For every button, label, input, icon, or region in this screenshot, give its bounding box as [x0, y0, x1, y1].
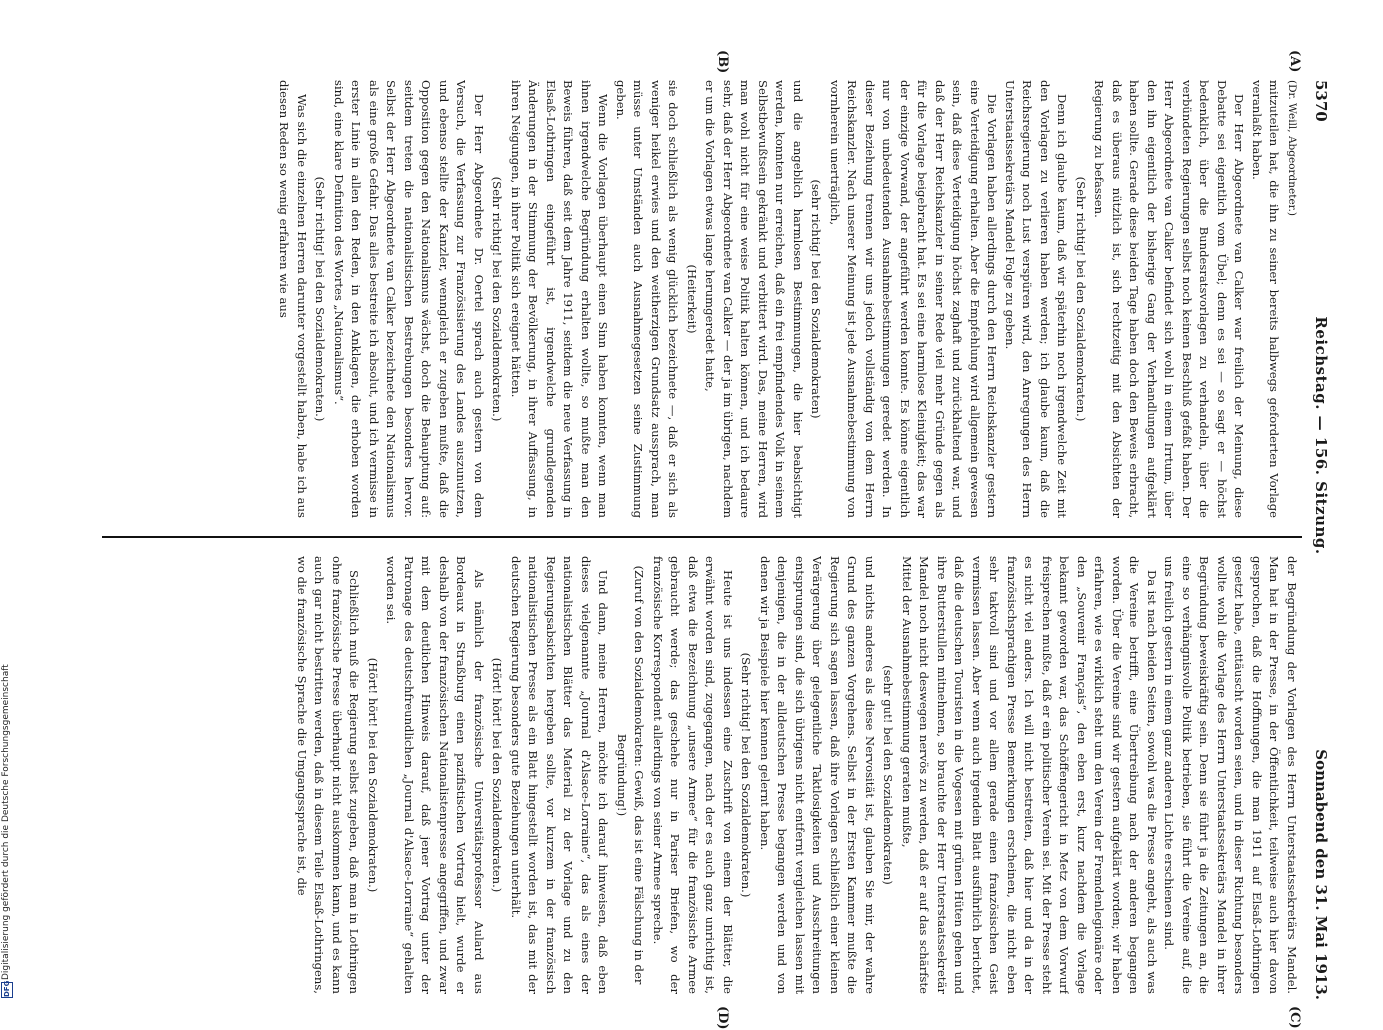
paragraph: Als nämlich der französische Universitätsprofessor Aulard aus Bordeaux in Straßburg einen pazifistischen Vortrag hielt, wurde er deshalb von der französischen Nationalistenpresse angegriffen, und zwar mit dem deutlichen Hinweis darauf, daß jener Vortrag unter der Patronage des deutschfreundlichen „Journal d'Alsace-Lorraine“ gehalten worden sei.	[384, 556, 486, 994]
interjection: (Sehr richtig! bei den Sozialdemokraten.)	[313, 176, 328, 422]
left-column	[100, 80, 1300, 518]
interjection: (sehr gut! bei den Sozialdemokraten)	[881, 665, 896, 885]
rotated-page	[75, 50, 1330, 1030]
interjection: (Sehr richtig! bei den Sozialdemokraten.)	[490, 176, 505, 422]
interjection: (Hört! hört! bei den Sozialdemokraten.)	[366, 657, 380, 893]
session-date: Sonnabend den 31. Mai 1913.	[1312, 749, 1330, 1000]
margin-letter-a: (A)	[1287, 50, 1302, 73]
interjection: (Sehr richtig! bei den Sozialdemokraten.)	[1074, 176, 1088, 422]
interjection: (sehr richtig! bei den Sozialdemokraten)	[809, 179, 824, 419]
interjection: (Hört! hört! bei den Sozialdemokraten.)	[490, 657, 505, 893]
paragraph: der Begründung der Vorlagen des Herrn Unterstaatssekretärs Mandel. Man hat in der Presse, in der Öffentlichkeit, teilweise auch hier davon gesprochen, daß die Hoffnungen, die man 1911 auf Elsaß-Lothringen gesetzt habe, enttäuscht worden seien, und in dieser Richtung besonders wollte wohl die Vorlage des Herrn Unterstaatssekretärs Mandel in ihrer Begründung beweiskräftig sein. Denn sie führt ja die Zeitungen an, die eine so verhängnisvolle Politik betrieben, sie führt die Vereine auf, die uns freilich gestern in einem ganz anderen Lichte erschienen sind.	[1162, 556, 1299, 994]
paragraph: Was sich die einzelnen Herren darunter vorgestellt haben, habe ich aus diesen Reden so wenig erfahren wie aus	[277, 80, 309, 518]
interjection: (Sehr richtig! bei den Sozialdemokraten.)	[739, 652, 754, 898]
paragraph: und nichts anderes als diese Nervosität ist, glauben Sie mir, der wahre Grund des ganzen Vorgehens. Selbst in der Ersten Kammer mußte die Regierung sich sagen lassen, daß ihre Vorlagen schließlich einer kleinen Verärgerung über gelegentliche Taktlosigkeiten und Ausschreitungen entsprungen sind, die sich übrigens nicht entfernt vergleichen lassen mit denjenigen, die in der alldeutschen Presse begangen werden und von denen wir ja Beispiele hier kennen gelernt haben.	[758, 556, 877, 994]
margin-letter-c: (C)	[1287, 1006, 1302, 1029]
paragraph: und die angeblich harmlosen Bestimmungen, die hier beabsichtigt werden, konnten nur erreichen, daß ein frei empfindendes Volk in seinem Selbstbewußtsein gekränkt und verbittert wird. Das, meine Herren, wird man wohl nicht für eine weise Politik halten können, und ich bedaure sehr, daß der Herr Abgeordnete van Calker — der ja im übrigen, nachdem er um die Vorlagen etwas lange herumgeredet hatte,	[703, 80, 805, 518]
paragraph: mitzuteilen hat, die ihn zu seiner bereits halbwegs geforderten Vorlage veranlaßt haben.	[1250, 80, 1282, 518]
paragraph: Und dann, meine Herren, möchte ich darauf hinweisen, daß eben dieses vielgenannte „Journal d'Alsace-Lorraine“, das als eines der nationalistischen Blätter das Material zu der Vorlage und zu den Regierungsabsichten hergeben sollte, vor kurzem in der französisch nationalistischen Presse als ein Blatt hingestellt worden ist, das mit der deutschen Regierung besonders gute Beziehungen unterhält.	[509, 556, 611, 994]
paragraph: Der Herr Abgeordnete van Calker war freilich der Meinung, diese Debatte sei eigentlich vom Übel; denn es sei — so sagt er — höchst bedenklich, über die Bundesratsvorlagen zu verhandeln, über die verbündeten Regierungen selbst noch keinen Beschluß gefaßt haben. Der Herr Abgeordnete van Calker befindet sich wohl in einem Irrtum, über den ihn eigentlich der bisherige Gang der Verhandlungen aufgeklärt haben sollte. Gerade diese beiden Tage haben doch den Beweis erbracht, daß es überaus nützlich ist, sich rechtzeitig mit den Absichten der Regierung zu befassen.	[1092, 80, 1247, 518]
page-header	[1304, 80, 1330, 1000]
credit-text: Digitalisierung gefördert durch die Deutsche Forschungsgemeinschaft	[1, 664, 11, 980]
margin-letter-b: (B)	[715, 50, 730, 74]
paragraph: Der Herr Abgeordnete Dr. Oertel sprach auch gestern von dem Versuch, die Verfassung zur Französisierung des Landes auszunutzen, und ebenso stellte der Kanzler, wenngleich er zugeben mußte, daß die Opposition gegen den Nationalismus wächst, doch die Behauptung auf: seitdem treten die nationalistischen Bestrebungen besonders hervor. Selbst der Herr Abgeordnete van Calker bezeichnete den Nationalismus als eine große Gefahr. Das alles bestreite ich absolut, und ich vermisse in erster Linie in allen den Reden, in den Anklagen, die erhoben worden sind, eine klare Definition des Wortes „Nationalismus“.	[332, 80, 486, 518]
digitization-credit	[0, 0, 14, 1000]
paragraph: Schließlich muß die Regierung selbst zugeben, daß man in Lothringen ohne französische Presse überhaupt nicht auskommen kann, und es kann auch gar nicht bestritten werden, daß in diesem Teile Elsaß-Lothringens, wo die französische Sprache die Umgangssprache ist, die	[295, 556, 362, 994]
paragraph: Da ist nach beiden Seiten, sowohl was die Presse angeht, als auch was die Vereine betrifft, eine Übertreibung nach der anderen begangen worden. Über die Vereine sind wir gestern aufgeklärt worden; wir haben erfahren, wie es wirklich steht um den Verein der Fremdenlegionäre oder den „Souvenir Français“, den eben erst, kurz nachdem die Vorlage bekannt geworden war, das Schöffengericht in Metz von dem Vorwurf freisprechen mußte, daß er ein politischer Verein sei. Mit der Presse steht es nicht viel anders. Ich will nicht bestreiten, daß hier und da in der französischsprachigen Presse Bemerkungen erscheinen, die nicht eben sehr taktvoll sind und vor allem gerade einen französischen Geist vermissen lassen. Aber wenn auch irgendein Blatt ausführlich berichtet, daß die deutschen Touristen in die Vogesen mit grünen Hüten gehen und ihre Butterstullen mitnehmen, so brauchte der Herr Unterstaatssekretär Mandel noch nicht deswegen nervös zu werden, daß er auf das schärfste Mittel der Ausnahmebestimmung geraten mußte,	[900, 556, 1159, 994]
paragraph: Wenn die Vorlagen überhaupt einen Sinn haben konnten, wenn man ihnen irgendwelche Begründung erhalten wollte, so mußte man den Beweis führen, daß seit dem Jahre 1911, seitdem die neue Verfassung in Elsaß-Lothringen eingeführt ist, irgendwelche grundlegenden Änderungen in der Stimmung der Bevölkerung, in ihrer Auffassung, in ihren Neigungen, in ihrer Politik sich ereignet hätten.	[509, 80, 611, 518]
page-number: 5370	[1312, 80, 1330, 122]
dfg-logo-icon: DFG	[3, 980, 11, 997]
paragraph: Denn ich glaube kaum, daß wir späterhin noch irgendwelche Zeit mit den Vorlagen zu verlieren haben werden; ich glaube kaum, daß die Reichsregierung noch Lust verspüren wird, den Anregungen des Herrn Unterstaatssekretärs Mandel Folge zu geben.	[1003, 80, 1070, 518]
speaker-label: (Dr. Weill, Abgeordneter.)	[1286, 80, 1298, 216]
column-divider	[102, 536, 1302, 538]
interjection: (Zuruf von den Sozialdemokraten: Gewiß, das ist eine Fälschung in der Begründung!)	[615, 565, 647, 985]
margin-letter-d: (D)	[715, 1006, 730, 1030]
right-column	[100, 556, 1300, 994]
paragraph: Die Vorlagen haben allerdings durch den Herrn Reichskanzler gestern eine Verteidigung erhalten. Aber die Empfehlung wird allgemein gewesen sein, daß diese Verteidigung höchst zaghaft und zurückhaltend war, und daß der Herr Reichskanzler in seiner Rede viel mehr Gründe gegen als für die Vorlage beigebracht hat. Es sei eine harmlose Kleinigkeit; das war der einzige Vorwand, der angeführt werden konnte. Es könne eigentlich nur von unbedeutenden Ausnahmebestimmungen geredet werden. In dieser Beziehung trennen wir uns jedoch vollständig von dem Herrn Reichskanzler. Nach unserer Meinung ist jede Ausnahmebestimmung von vornherein unerträglich,	[828, 80, 1000, 518]
paragraph: sie doch schließlich als wenig glücklich bezeichnete —, daß er sich als weniger heikel erwies und den weitherzigen Grundsatz aussprach, man müsse unter Umständen auch Ausnahmegesetzen seine Zustimmung geben.	[614, 80, 681, 518]
paragraph: Heute ist uns indessen eine Zuschrift von einem der Blätter, die erwähnt worden sind, zugegangen, nach der es auch ganz unrichtig ist, daß etwa die Bezeichnung „unsere Armee“ für die französische Armee gebraucht werde; das geschehe nur in Pariser Briefen, wo der französische Korrespondent allerdings von seiner Armee spreche.	[651, 556, 735, 994]
interjection: (Heiterkeit)	[685, 264, 699, 334]
session-title: Reichstag. — 156. Sitzung.	[1312, 316, 1330, 555]
